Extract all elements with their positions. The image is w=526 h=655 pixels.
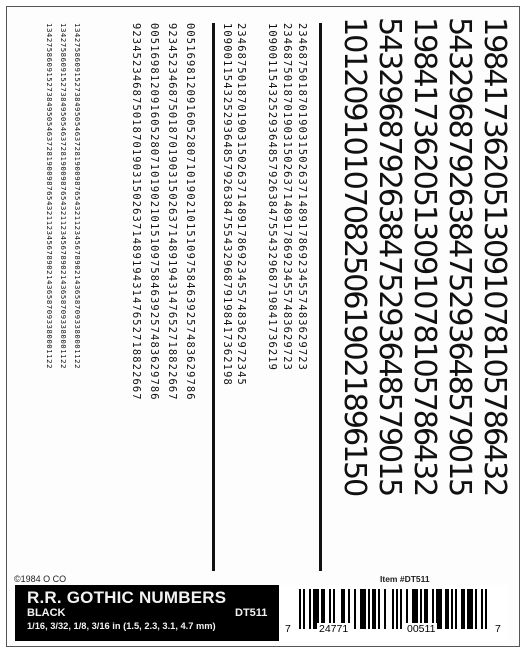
number-line: 005169812091605280710190210151097584639257483629786 [148,23,160,401]
barcode-left-digits: 24771 [319,623,349,635]
number-line: 1012091010708250619021896150 [337,17,372,496]
barcode-bar [384,589,386,629]
barcode-bar [368,589,370,629]
number-line: 1342758609152738495054637281900987654321123456789021436587093380001122 [45,23,54,370]
barcode-bar [299,589,301,629]
separator-rule [212,23,215,571]
number-line: 5432968792638475293648579015 [442,17,477,496]
number-line: 2346875018701903150263714891786923455748362972345 [235,23,247,386]
decal-sheet [6,6,520,647]
number-line: 5432968792638475293648579015 [372,17,407,496]
number-line: 1342758609152738495054637281900987654321123456789021436587093380001122 [73,23,82,370]
barcode-bar [485,589,487,629]
barcode-check-digit: 7 [495,623,501,635]
barcode [279,585,508,641]
number-line: 23468750187019031502637148917869234557483629723 [281,23,293,372]
product-color: BLACK [27,607,66,619]
barcode-bar [392,589,394,629]
barcode-bar [360,589,366,629]
number-line: 1342758609152738495054637281900987654321123456789021436587093380001122 [59,23,68,370]
number-line: 10900115432529364857926384755432968719841736219 [266,23,278,372]
barcode-bar [372,589,376,629]
barcode-bar [455,589,457,629]
barcode-bar [467,589,473,629]
product-sizes: 1/16, 3/32, 1/8, 3/16 in (1.5, 2.3, 3.1, 4.7 mm) [27,621,216,631]
barcode-bar [303,589,305,629]
barcode-right-digits: 00511 [407,623,436,635]
barcode-bar [309,589,311,629]
barcode-bar [400,589,402,629]
number-line: 23468750187019031502637148917869234557483629723 [296,23,308,372]
barcode-bar [451,589,453,629]
number-line: 923452346875018701903150263714891943147652718822667 [130,23,142,401]
number-line: 1090011543252936485792638475543296879198417362198 [221,23,233,386]
product-code: DT511 [235,607,268,619]
barcode-bar [396,589,398,629]
barcode-bar [445,589,449,629]
barcode-bar [461,589,465,629]
separator-rule [319,23,322,571]
barcode-bar [475,589,477,629]
number-line: 923452346875018701903150263714891943147652718822667 [166,23,178,401]
copyright-text: ©1984 O CO [14,574,67,584]
product-title: R.R. GOTHIC NUMBERS [27,588,227,607]
product-label [15,585,508,641]
barcode-first-digit: 7 [285,623,291,635]
barcode-bar [354,589,356,629]
item-number: Item #DT511 [380,574,430,584]
number-line: 005169812091605280710190210151097584639257483629786 [184,23,196,401]
number-line: 1984173620513091078105786432 [477,17,512,496]
number-line: 1984173620513091078105786432 [407,17,442,496]
barcode-bar [481,589,483,629]
barcode-bar [378,589,380,629]
